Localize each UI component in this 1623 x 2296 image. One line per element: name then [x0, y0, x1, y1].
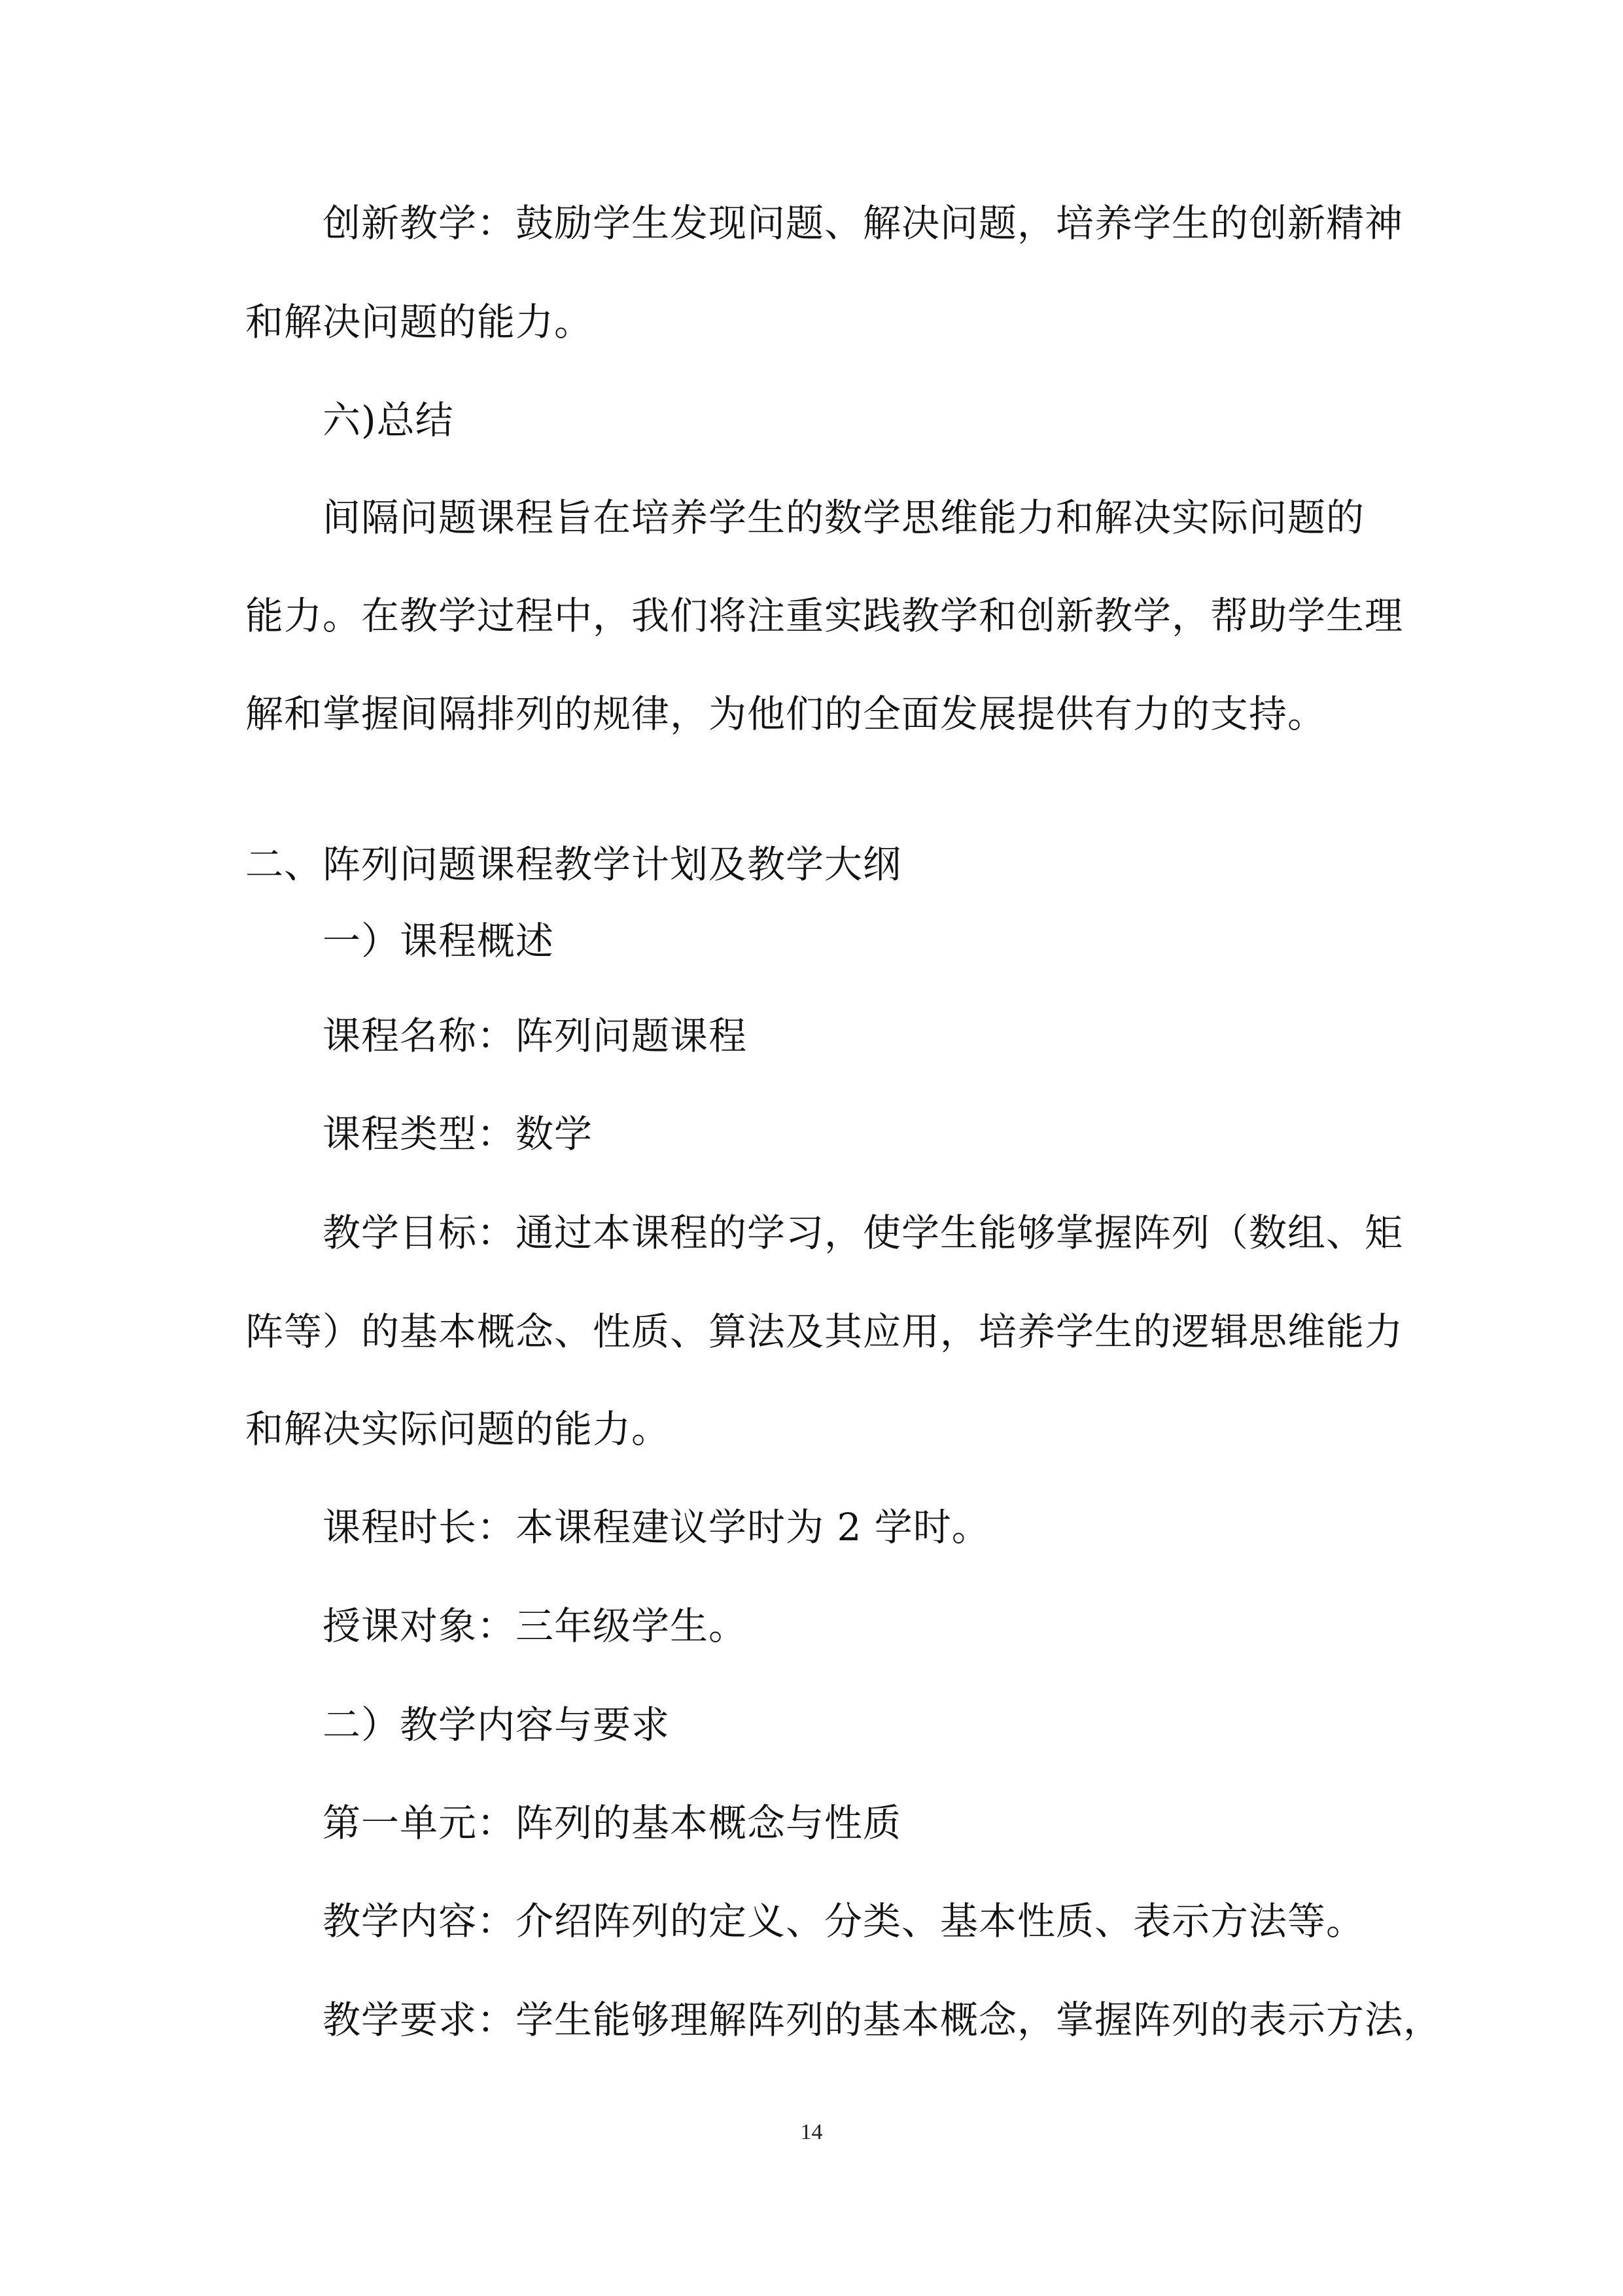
paragraph-line: 能力。在教学过程中，我们将注重实践教学和创新教学，帮助学生理	[245, 593, 1404, 638]
paragraph-line: 教学目标：通过本课程的学习，使学生能够掌握阵列（数组、矩	[323, 1210, 1404, 1255]
paragraph-line: 阵等）的基本概念、性质、算法及其应用，培养学生的逻辑思维能力	[245, 1309, 1404, 1354]
chapter-heading: 二、阵列问题课程教学计划及教学大纲	[245, 842, 902, 887]
paragraph-line: 和解决实际问题的能力。	[245, 1407, 671, 1451]
paragraph-line: 教学内容：介绍阵列的定义、分类、基本性质、表示方法等。	[323, 1899, 1365, 1943]
paragraph-line: 和解决问题的能力。	[245, 300, 593, 344]
paragraph-line: 课程名称：阵列问题课程	[323, 1014, 748, 1058]
paragraph-line: 课程类型：数学	[323, 1112, 593, 1156]
section-heading: 一）课程概述	[323, 919, 555, 963]
paragraph-line: 课程时长：本课程建议学时为 2 学时。	[323, 1505, 990, 1549]
section-heading: 六)总结	[323, 398, 454, 442]
paragraph-line: 创新教学：鼓励学生发现问题、解决问题，培养学生的创新精神	[323, 201, 1404, 245]
paragraph-line: 间隔问题课程旨在培养学生的数学思维能力和解决实际问题的	[323, 495, 1365, 540]
paragraph-line: 解和掌握间隔排列的规律，为他们的全面发展提供有力的支持。	[245, 692, 1327, 736]
paragraph-line: 授课对象：三年级学生。	[323, 1604, 748, 1648]
paragraph-line: 第一单元：阵列的基本概念与性质	[323, 1801, 902, 1845]
section-heading: 二）教学内容与要求	[323, 1703, 671, 1747]
page-number: 14	[800, 2120, 823, 2144]
paragraph-line: 教学要求：学生能够理解阵列的基本概念，掌握阵列的表示方法，	[323, 1998, 1442, 2042]
